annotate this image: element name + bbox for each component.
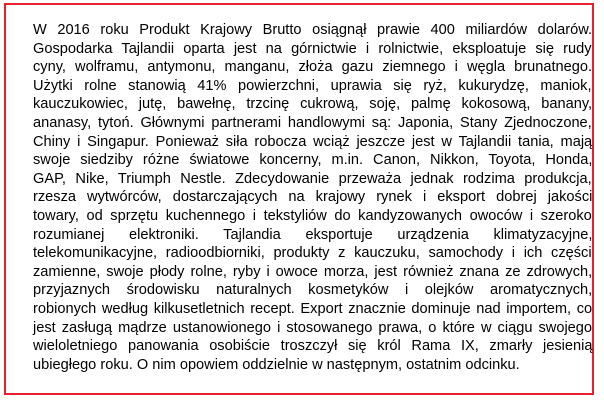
paragraph-line: kauczukowiec, jutę, bawełnę, trzcinę cukrową, soję, palmę kokosową, banany,	[33, 96, 593, 113]
paragraph-line: wieloletniego panowania osobiście troszczył się król Rama IX, zmarły jesienią	[33, 338, 593, 355]
paragraph-line: W 2016 roku Produkt Krajowy Brutto osiągnął prawie 400 miliardów dolarów.	[33, 22, 592, 38]
article-paragraph	[33, 21, 592, 374]
paragraph-line: towary, od sprzętu kuchennego i tekstyliów do kandyzowanych owoców i szeroko	[33, 207, 592, 224]
paragraph-line: swoje siedziby różne światowe koncerny, m.in. Canon, Nikkon, Toyota, Honda,	[33, 152, 593, 169]
paragraph-line: Gospodarka Tajlandii oparta jest na górnictwie i rolnictwie, eksploatuje się rudy	[33, 40, 592, 57]
paragraph-line: przyjaznych środowisku naturalnych kosmetyków i olejków aromatycznych,	[33, 282, 593, 299]
paragraph-line: telekomunikacyjne, radioodbiorniki, produkty z kauczuku, samochody i ich części	[33, 245, 592, 262]
paragraph-line: ananasy, tytoń. Głównymi partnerami handlowymi są: Japonia, Stany Zjednoczone,	[33, 114, 592, 131]
red-bordered-frame	[4, 3, 594, 395]
paragraph-line: rozumianej elektroniki. Tajlandia eksportuje urządzenia klimatyzacyjne,	[33, 226, 593, 243]
paragraph-line: zamienne, swoje płody rolne, ryby i owoce morza, jest również znana ze zdrowych,	[33, 263, 593, 280]
paragraph-line: rzesza wytwórców, dostarczających na krajowy rynek i eksport dobrej jakości	[33, 189, 593, 206]
paragraph-line: robionych według kilkusetletnich recept. Export znacznie dominuje nad importem, co	[33, 300, 593, 317]
paragraph-line-last: ubiegłego roku. O nim opowiem oddzielnie w następnym, ostatnim odcinku.	[33, 356, 520, 373]
paragraph-line: cyny, wolframu, antymonu, manganu, złoża gazu ziemnego i węgla brunatnego.	[33, 59, 593, 76]
paragraph-line: GAP, Nike, Triumph Nestle. Zdecydowanie przeważa jednak rodzima produkcja,	[33, 170, 592, 187]
paragraph-line: Użytki rolne stanowią 41% powierzchni, uprawia się ryż, kukurydzę, maniok,	[33, 77, 592, 94]
paragraph-line: Chiny i Singapur. Ponieważ siła robocza wciąż jeszcze jest w Tajlandii tania, mają	[33, 133, 593, 150]
paragraph-line: jest zasługą mądrze ustanowionego i stosowanego prawa, o które w ciągu swojego	[33, 319, 593, 336]
